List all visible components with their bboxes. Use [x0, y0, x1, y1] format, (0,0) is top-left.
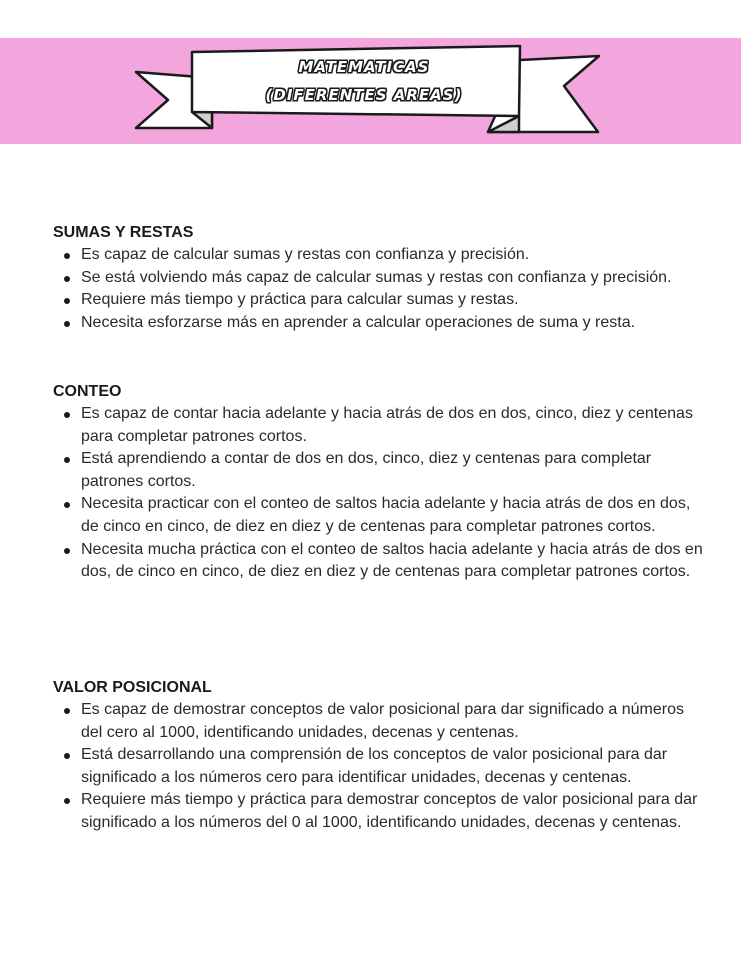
list-item-text: Es capaz de calcular sumas y restas con confianza y precisión.: [81, 246, 530, 263]
list-item: [53, 789, 703, 834]
section-title: VALOR POSICIONAL: [53, 679, 212, 696]
list-item-text: Está aprendiendo a contar de dos en dos, cinco, diez y centenas para completar patrones cortos.: [81, 450, 652, 490]
bullet-dot-icon: [64, 502, 70, 508]
bullet-dot-icon: [64, 276, 70, 282]
bullet-dot-icon: [64, 253, 70, 259]
bullet-dot-icon: [64, 321, 70, 327]
bullet-dot-icon: [64, 298, 70, 304]
section-title: SUMAS Y RESTAS: [53, 224, 194, 241]
list-item: [53, 699, 703, 744]
list-item: [53, 267, 703, 290]
list-item-text: Requiere más tiempo y práctica para calcular sumas y restas.: [81, 291, 519, 309]
list-item: [53, 289, 703, 312]
list-item: [53, 448, 703, 493]
list-item-text: Necesita practicar con el conteo de saltos hacia adelante y hacia atrás de dos en dos, de cinco en cinco, de diez en diez y de centenas para completar patrones cortos.: [81, 495, 691, 535]
bullet-dot-icon: [64, 548, 70, 554]
list-item: [53, 403, 703, 448]
section-valor-posicional: [53, 677, 703, 835]
bullet-dot-icon: [64, 457, 70, 463]
section-conteo: [53, 381, 703, 584]
list-item: [53, 744, 703, 789]
bullet-dot-icon: [64, 798, 70, 804]
list-item-text: Es capaz de contar hacia adelante y hacia atrás de dos en dos, cinco, diez y centenas para completar patrones cortos.: [81, 405, 693, 445]
list-item-text: Necesita mucha práctica con el conteo de saltos hacia adelante y hacia atrás de dos en dos, de cinco en cinco, de diez en diez y de centenas para completar patrones cortos.: [81, 540, 703, 581]
list-item: [53, 312, 703, 335]
page-title-line2: (DIFERENTES AREAS): [265, 86, 463, 104]
list-item-text: Es capaz de demostrar conceptos de valor posicional para dar significado a números del cero al 1000, identificando unidades, decenas y centenas.: [81, 701, 684, 741]
list-item-text: Necesita esforzarse más en aprender a calcular operaciones de suma y resta.: [81, 313, 636, 331]
list-item: [53, 244, 703, 267]
bullet-list: [53, 244, 703, 334]
list-item: [53, 539, 703, 584]
section-title: CONTEO: [53, 383, 122, 400]
section-sumas-restas: [53, 222, 703, 334]
ribbon-main: [192, 46, 520, 116]
bullet-list: [53, 403, 703, 584]
list-item-text: Está desarrollando una comprensión de los conceptos de valor posicional para dar significado a los números cero para identificar unidades, decenas y centenas.: [81, 746, 668, 786]
list-item-text: Se está volviendo más capaz de calcular sumas y restas con confianza y precisión.: [81, 268, 672, 286]
bullet-dot-icon: [64, 412, 70, 418]
list-item-text: Requiere más tiempo y práctica para demostrar conceptos de valor posicional para dar significado a los números del 0 al 1000, identificando unidades, decenas y centenas.: [81, 791, 698, 831]
bullet-list: [53, 699, 703, 835]
page-title-line1: MATEMATICAS: [298, 58, 430, 76]
bullet-dot-icon: [64, 753, 70, 759]
list-item: [53, 493, 703, 538]
bullet-dot-icon: [64, 708, 70, 714]
